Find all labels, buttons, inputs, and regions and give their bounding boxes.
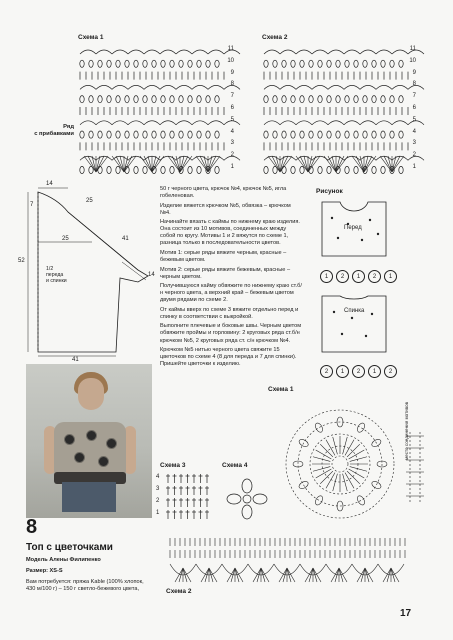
motif-number: 2 xyxy=(336,270,349,283)
schema1-chart xyxy=(76,44,236,176)
row-number: 8 xyxy=(230,81,234,88)
schema3-title: Схема 3 xyxy=(160,462,186,469)
motif-number: 1 xyxy=(384,270,397,283)
row-number: 1 xyxy=(230,164,234,170)
motif-join-note: место соединения мотивов xyxy=(404,401,409,460)
dim-side: 14 xyxy=(148,272,155,278)
front-motif-row xyxy=(320,270,397,283)
dim-center: 25 xyxy=(62,236,69,242)
row-number: 8 xyxy=(412,81,416,88)
instruction-paragraph: 50 г черного цвета, крючок №4, крючок №5, игла гобеленовая. xyxy=(160,186,287,200)
schema2-title: Схема 2 xyxy=(262,34,288,41)
row-number: 10 xyxy=(227,57,234,64)
model-photo xyxy=(26,364,152,518)
dim-length: 52 xyxy=(18,258,25,264)
dim-sleeve: 41 xyxy=(122,236,129,242)
instruction-paragraph: Начинайте вязать с каймы по нижнему краю изделия. Она состоит из 10 мотивов, соединенных между собой по кругу. Мотивы 1 и 2 вяжутся по схеме 1, разница только в последовательности цветов. xyxy=(160,219,300,247)
row-number: 10 xyxy=(409,57,416,64)
dim-shoulder: 25 xyxy=(86,198,93,204)
instruction-paragraph: Мотив 1: серые ряды вяжите черным, красные – бежевым цветом. xyxy=(160,249,287,264)
motif-join-chart xyxy=(402,430,428,510)
schema3-row-number: 2 xyxy=(156,498,160,504)
schema4-chart xyxy=(222,474,272,524)
row-number: 5 xyxy=(230,116,234,123)
motif-number: 2 xyxy=(368,270,381,283)
schema2-bottom-title: Схема 2 xyxy=(166,588,192,595)
instruction-paragraph: Крючком №5 нитью черного цвета свяжите 15 цветочков по схеме 4 (8 для переда и 7 для спинки). Пришейте цветочки к изделию. xyxy=(160,347,297,368)
motif-title: Схема 1 xyxy=(268,386,294,393)
instruction-paragraph: От каймы вверх по схеме 3 вяжите отдельно перед и спинку в соответствии с выкройкой. xyxy=(160,306,299,320)
motif-number: 1 xyxy=(368,365,381,378)
dim-bottom: 41 xyxy=(72,357,79,363)
article-model: Модель Алены Филипенко xyxy=(26,557,101,563)
row-number: 7 xyxy=(230,93,234,100)
row-number: 7 xyxy=(412,93,416,100)
row-number: 6 xyxy=(230,105,234,111)
instructions xyxy=(160,186,302,371)
front-label: Перед xyxy=(344,225,362,231)
back-motif-row xyxy=(320,365,397,378)
back-label: Спинка xyxy=(344,308,365,314)
drawing-title: Рисунок xyxy=(316,188,343,195)
back-drawing xyxy=(318,292,390,372)
row-number: 5 xyxy=(412,116,416,123)
schema1-title: Схема 1 xyxy=(78,34,104,41)
garment-pattern xyxy=(20,182,160,352)
row-number: 11 xyxy=(409,46,416,52)
motif-number: 2 xyxy=(384,365,397,378)
schema2-chart xyxy=(260,44,420,176)
article-number: 8 xyxy=(26,516,38,538)
row-number: 2 xyxy=(230,152,234,159)
article-size: Размер: XS-S xyxy=(26,568,63,574)
row-number: 9 xyxy=(230,69,234,76)
row-number: 9 xyxy=(412,69,416,76)
schema3-row-number: 3 xyxy=(156,486,160,492)
dim-top: 14 xyxy=(46,181,53,187)
instruction-paragraph: Мотив 2: серые ряды вяжите бежевым, красные – черным цветом. xyxy=(160,266,291,280)
motif-number: 2 xyxy=(352,365,365,378)
motif-number: 1 xyxy=(352,270,365,283)
instruction-paragraph: Изделие вяжется крючком №5, обвязка – крючком №4. xyxy=(160,202,291,216)
row-increase-label: Ряд с прибавками xyxy=(34,124,74,137)
front-back-label: 1/2 переда и спинки xyxy=(46,266,67,284)
schema3-row-number: 1 xyxy=(156,510,160,516)
row-number: 3 xyxy=(230,140,234,147)
row-number: 6 xyxy=(412,105,416,111)
page-number: 17 xyxy=(400,608,412,619)
article-materials: Вам потребуется: пряжа Kable (100% хлопок, 430 м/100 г) – 150 г светло-бежевого цвета, xyxy=(26,579,144,593)
schema3-chart xyxy=(166,472,216,524)
instruction-paragraph: Получившуюся кайму обвяжите по нижнему краю ст.б/н черного цвета, а верхний край – бежевым цветом двумя рядами по схеме 2. xyxy=(160,283,302,304)
row-number: 3 xyxy=(412,140,416,147)
schema3-row-number: 4 xyxy=(156,474,160,480)
row-number: 1 xyxy=(412,164,416,170)
front-drawing xyxy=(318,200,390,280)
row-number: 2 xyxy=(412,152,416,159)
row-number: 11 xyxy=(227,46,234,52)
schema2-bottom-chart xyxy=(166,534,416,596)
row-number: 4 xyxy=(412,128,416,135)
motif-number: 2 xyxy=(320,365,333,378)
row-number: 4 xyxy=(230,128,234,135)
article-title: Топ с цветочками xyxy=(26,542,113,553)
schema4-title: Схема 4 xyxy=(222,462,248,469)
motif-chart xyxy=(280,404,400,524)
dim-neck: 7 xyxy=(30,202,34,208)
instruction-paragraph: Выполните плечевые и боковые швы. Черным цветом обвяжите проймы и горловину: 2 круговых ряда ст.б/н крючком №5, 2 круговых ряда ст. с/н крючком №4. xyxy=(160,323,302,344)
motif-number: 1 xyxy=(336,365,349,378)
motif-number: 1 xyxy=(320,270,333,283)
